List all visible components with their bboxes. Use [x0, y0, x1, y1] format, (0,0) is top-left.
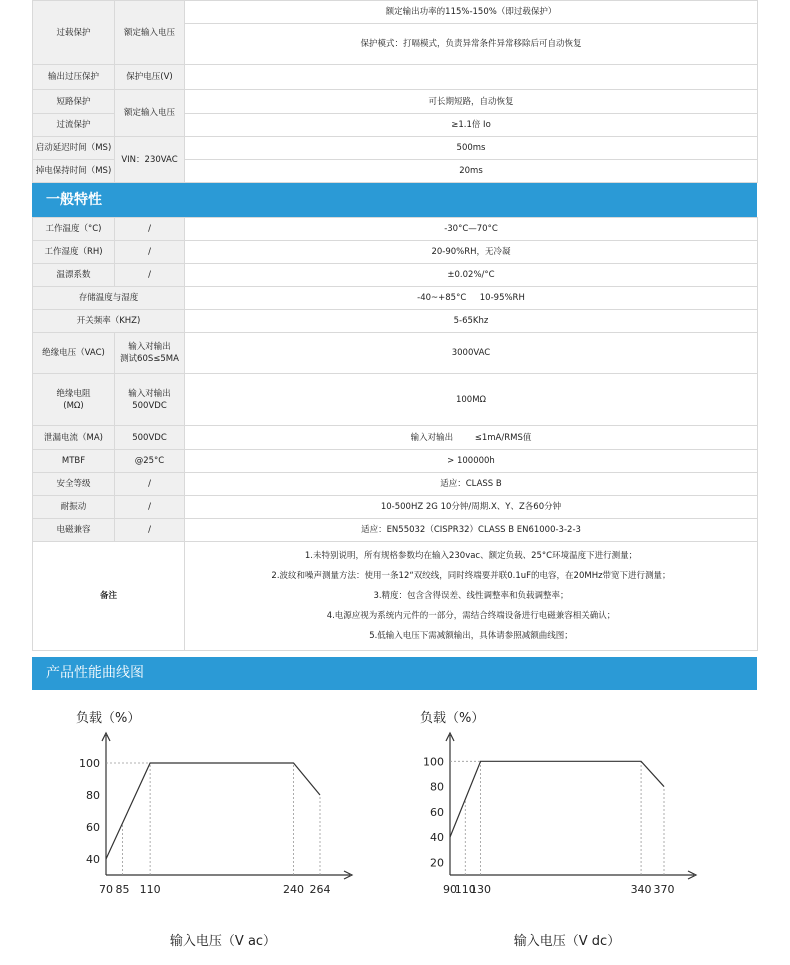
- iso-voltage-value: 3000VAC: [185, 333, 758, 374]
- derating-chart-dc: [372, 695, 732, 960]
- row-condition: /: [115, 519, 185, 542]
- row-label: 温漂系数: [33, 264, 115, 287]
- row-condition: /: [115, 264, 185, 287]
- y-tick-label: 60: [430, 805, 444, 819]
- ocp-value: ≥1.1倍 Io: [185, 114, 758, 137]
- row-condition: /: [115, 218, 185, 241]
- row-label: MTBF: [33, 450, 115, 473]
- general-row: [33, 218, 758, 241]
- overload-condition: 额定输入电压: [115, 1, 185, 65]
- storage-value: -40~+85°C 10-95%RH: [185, 287, 758, 310]
- x-axis-label: 输入电压（V dc）: [513, 934, 621, 949]
- row-condition: /: [115, 473, 185, 496]
- iso-voltage-cond-line1: 输入对输出: [128, 342, 171, 352]
- derating-chart-dc-svg: [372, 695, 732, 960]
- y-tick-label: 60: [86, 821, 100, 834]
- row-label: 耐振动: [33, 496, 115, 519]
- row-value: 10-500HZ 2G 10分钟/周期.X、Y、Z各60分钟: [185, 496, 758, 519]
- iso-voltage-cond-line2: 测试60S≤5MA: [120, 354, 179, 364]
- general-row: [33, 473, 758, 496]
- x-tick-label: 130: [470, 883, 492, 896]
- general-row: [33, 264, 758, 287]
- y-axis-label: 负载（%）: [420, 711, 485, 726]
- overload-value-2: 保护模式：打嗝模式，负责异常条件异常移除后可自动恢复: [185, 24, 758, 65]
- note-line: 2.波纹和噪声测量方法：使用一条12“双绞线，同时终端要并联0.1uF的电容，在20MHz带宽下进行测量；: [271, 571, 671, 581]
- ovp-value: [185, 65, 758, 90]
- row-label: 安全等级: [33, 473, 115, 496]
- curves-section-banner: 产品性能曲线图: [32, 657, 757, 690]
- iso-voltage-condition: [115, 333, 185, 374]
- iso-resistance-label-line2: (MΩ): [63, 400, 84, 411]
- freq-label: 开关频率（KHZ): [33, 310, 185, 333]
- iso-resistance-cond-line2: 500VDC: [132, 400, 167, 411]
- iso-resistance-cond-line1: 输入对输出: [128, 388, 171, 399]
- notes-content: [185, 542, 758, 651]
- row-value: -30°C—70°C: [185, 218, 758, 241]
- row-value: 20-90%RH，无冷凝: [185, 241, 758, 264]
- x-tick-label: 370: [653, 883, 675, 896]
- delay-label: 启动延迟时间（MS): [33, 137, 115, 160]
- y-tick-label: 40: [430, 831, 444, 845]
- row-value: ±0.02%/°C: [185, 264, 758, 287]
- derating-chart-ac: [30, 695, 370, 960]
- row-label: 电磁兼容: [33, 519, 115, 542]
- row-condition: /: [115, 496, 185, 519]
- x-tick-label: 85: [115, 883, 130, 896]
- protection-table: [32, 0, 758, 183]
- x-tick-label: 340: [630, 883, 652, 896]
- y-tick-label: 80: [430, 780, 444, 794]
- iso-resistance-label-line1: 绝缘电阻: [56, 388, 91, 399]
- hold-value: 20ms: [185, 160, 758, 183]
- row-value: 适应：EN55032（CISPR32）CLASS B EN61000-3-2-3: [185, 519, 758, 542]
- delay-value: 500ms: [185, 137, 758, 160]
- general-row: [33, 496, 758, 519]
- derating-curve: [106, 763, 320, 859]
- freq-value: 5-65Khz: [185, 310, 758, 333]
- row-value: > 100000h: [185, 450, 758, 473]
- leak-value: 输入对输出 ≤1mA/RMS值: [185, 426, 758, 450]
- y-tick-label: 100: [79, 757, 100, 770]
- general-section-banner: 一般特性: [32, 183, 757, 217]
- note-line: 5.低输入电压下需减额输出，具体请参照减额曲线图；: [369, 631, 573, 641]
- iso-voltage-label: 绝缘电压（VAC): [33, 333, 115, 374]
- note-line: 3.精度：包含含得误差、线性调整率和负载调整率；: [373, 591, 569, 601]
- iso-resistance-label: [33, 374, 115, 426]
- x-tick-label: 264: [309, 883, 331, 896]
- ovp-condition: 保护电压(V): [115, 65, 185, 90]
- leak-label: 泄漏电流（MA): [33, 426, 115, 450]
- row-value: 适应：CLASS B: [185, 473, 758, 496]
- short-condition: 额定输入电压: [115, 90, 185, 137]
- row-condition: @25°C: [115, 450, 185, 473]
- short-value: 可长期短路，自动恢复: [185, 90, 758, 114]
- ocp-label: 过流保护: [33, 114, 115, 137]
- derating-chart-ac-svg: [30, 695, 370, 960]
- overload-label: 过载保护: [33, 1, 115, 65]
- row-label: 工作湿度（RH): [33, 241, 115, 264]
- overload-value-1: 额定输出功率的115%-150%（即过载保护）: [185, 1, 758, 24]
- note-line: 4.电源应视为系统内元件的一部分，需结合终端设备进行电磁兼容相关确认；: [326, 611, 616, 621]
- spec-sheet: [32, 0, 757, 690]
- x-axis-label: 输入电压（V ac）: [169, 934, 277, 949]
- general-row: [33, 241, 758, 264]
- ovp-label: 输出过压保护: [33, 65, 115, 90]
- hold-label: 掉电保持时间（MS): [33, 160, 115, 183]
- iso-resistance-condition: [115, 374, 185, 426]
- y-tick-label: 20: [430, 856, 444, 870]
- notes-title: 备注: [33, 542, 185, 651]
- x-tick-label: 110: [139, 883, 161, 896]
- x-tick-label: 70: [99, 883, 113, 896]
- note-line: 1.未特别说明，所有规格参数均在输入230vac、额定负载、25°C环境温度下进行测量；: [304, 551, 638, 561]
- short-label: 短路保护: [33, 90, 115, 114]
- row-label: 工作温度（°C): [33, 218, 115, 241]
- general-table: [32, 217, 758, 651]
- x-tick-label: 240: [283, 883, 305, 896]
- delay-condition: VIN：230VAC: [115, 137, 185, 183]
- x-tick-label: 90: [443, 883, 457, 896]
- derating-curve: [450, 761, 664, 837]
- general-row: [33, 450, 758, 473]
- y-tick-label: 40: [86, 853, 100, 866]
- storage-label: 存储温度与湿度: [33, 287, 185, 310]
- x-tick-label: 110: [454, 883, 476, 896]
- y-tick-label: 100: [423, 755, 444, 769]
- leak-condition: 500VDC: [115, 426, 185, 450]
- row-condition: /: [115, 241, 185, 264]
- y-tick-label: 80: [86, 789, 100, 802]
- y-axis-label: 负载（%）: [76, 711, 141, 726]
- general-row: [33, 519, 758, 542]
- iso-resistance-value: 100MΩ: [185, 374, 758, 426]
